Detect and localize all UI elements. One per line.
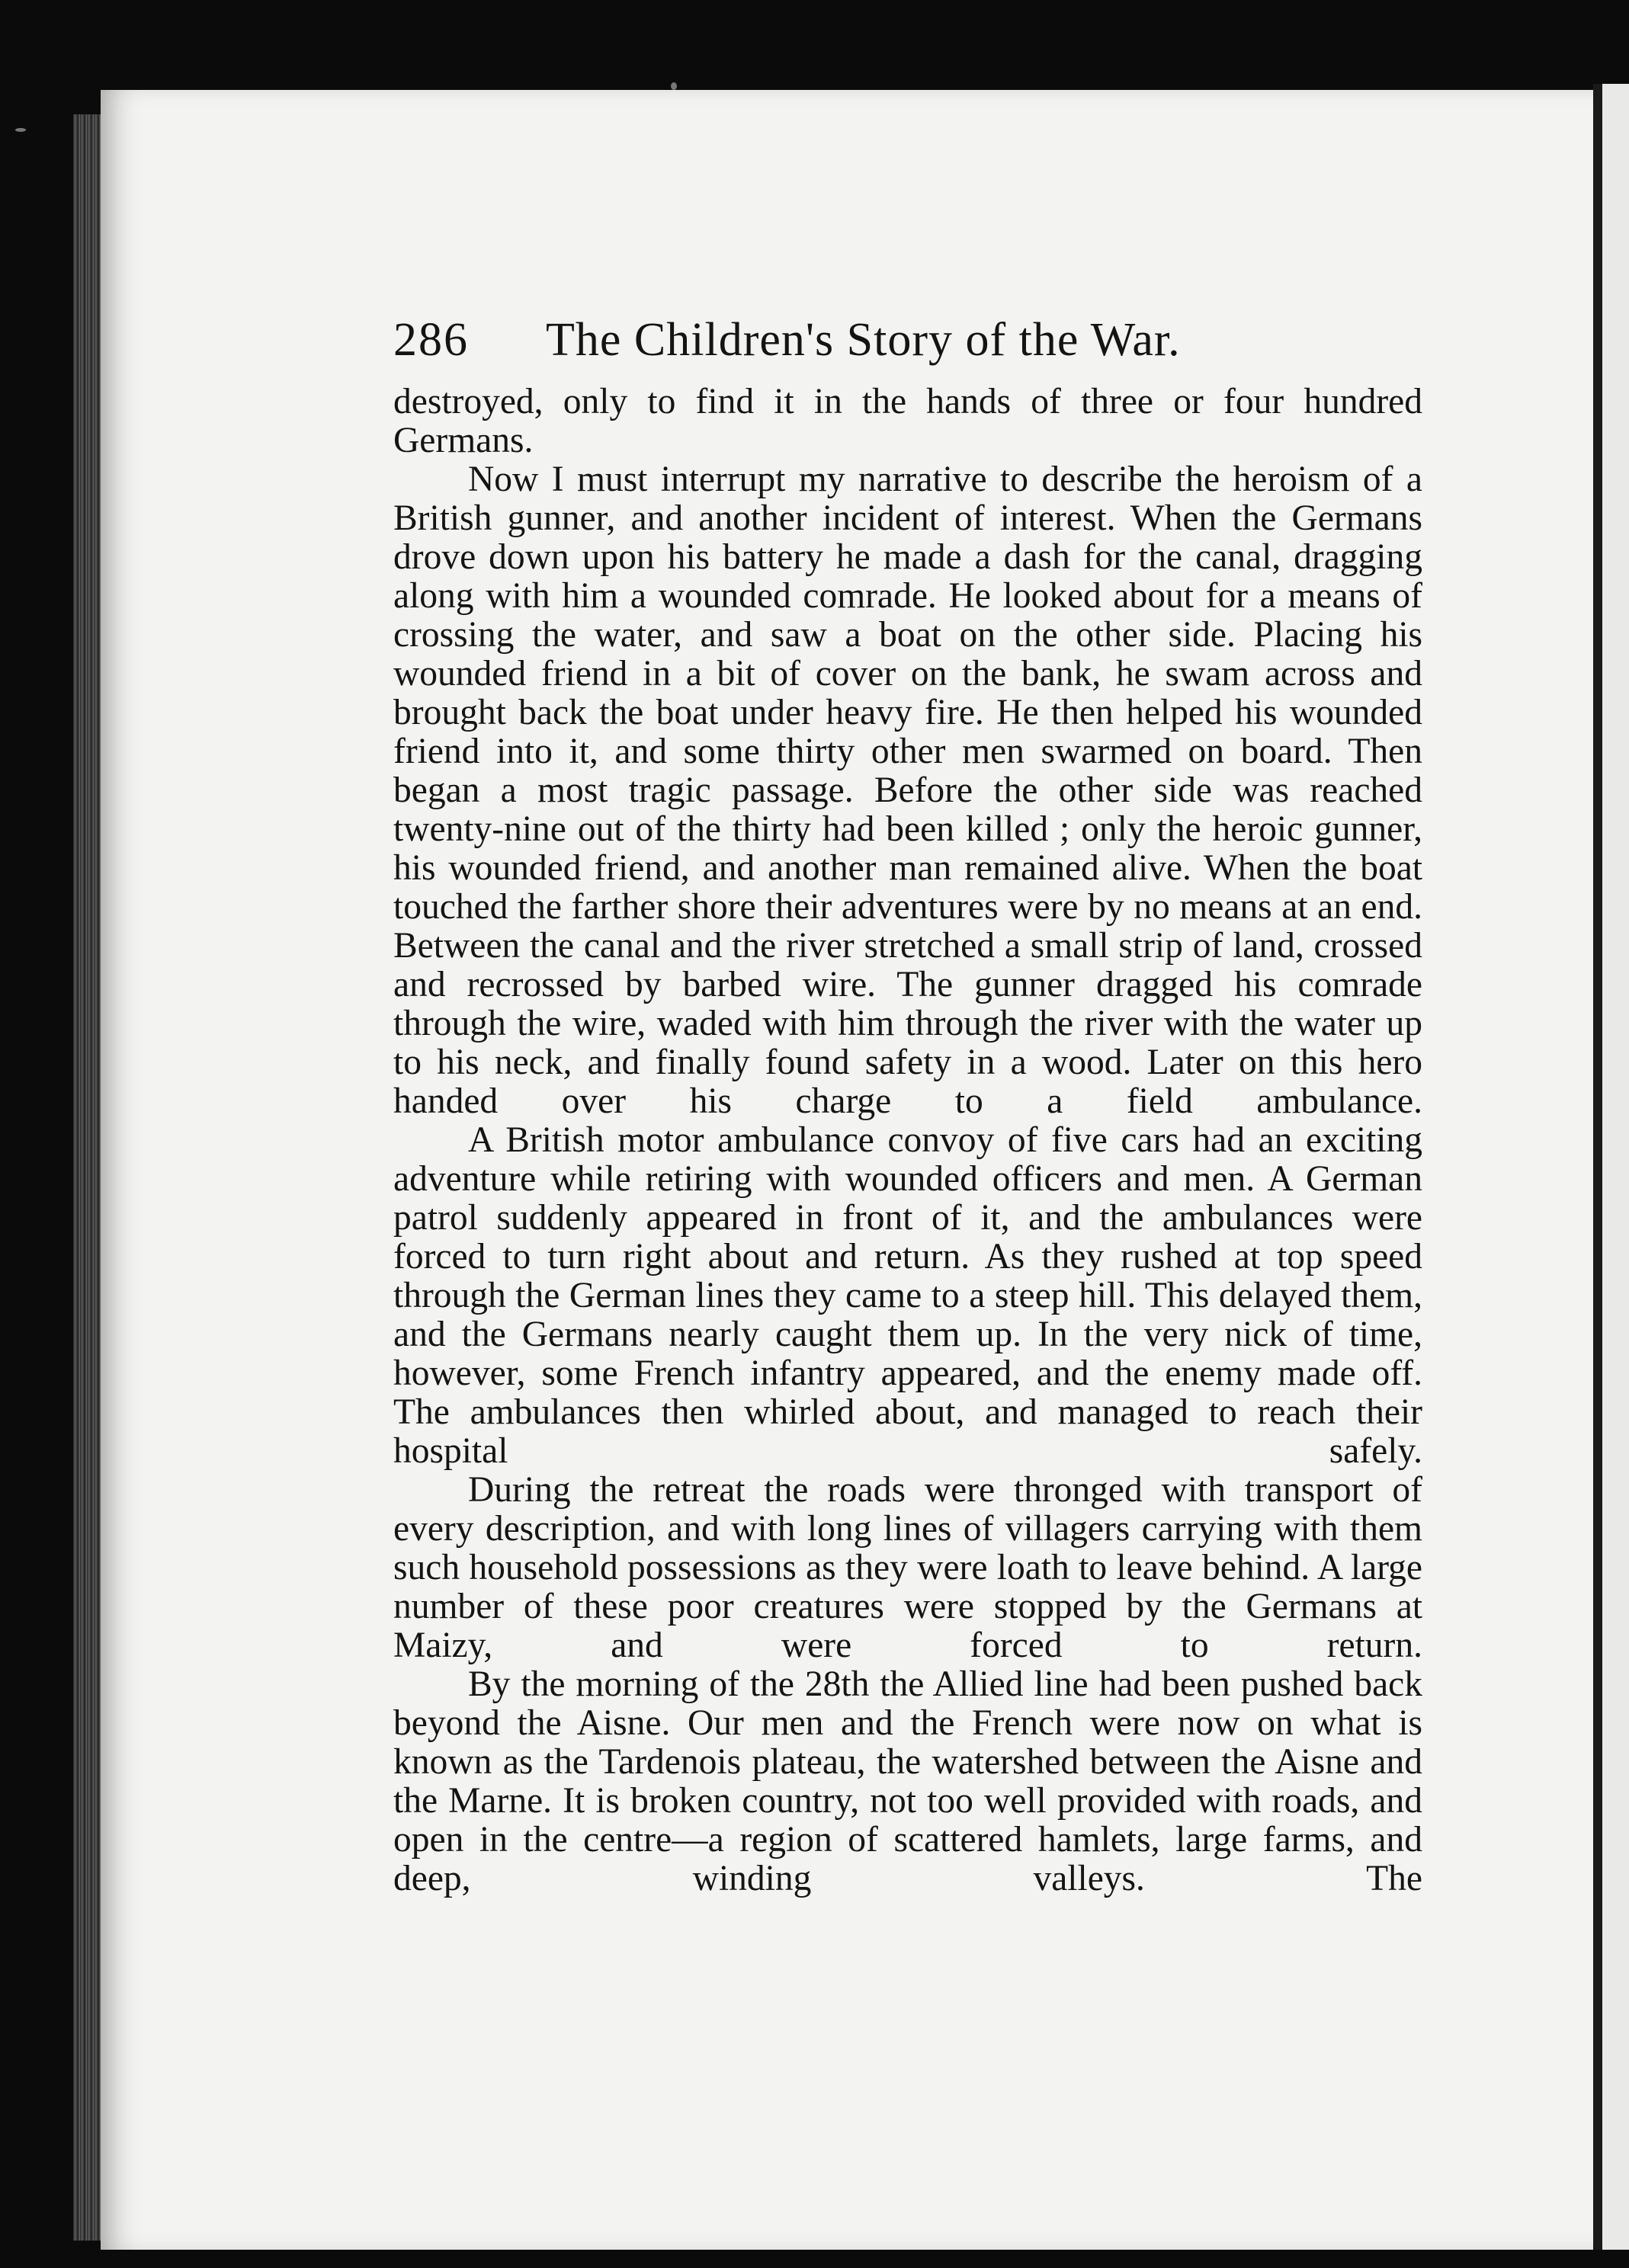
next-page-sliver xyxy=(1602,84,1629,2250)
scan-speck xyxy=(671,82,677,90)
book-binding xyxy=(73,114,101,2241)
page-text xyxy=(393,311,1422,1898)
scan-speck xyxy=(15,128,26,132)
running-head xyxy=(393,311,1422,369)
paragraph: Now I must interrupt my narrative to describe the heroism of a British gunner, and another incident of interest. When the Germans drove down upon his battery he made a dash for the canal, dragging along with him a wounded comrade. He looked about for a means of crossing the water, and saw a boat on the other side. Placing his wounded friend in a bit of cover on the bank, he swam across and brought back the boat under heavy fire. He then helped his wounded friend into it, and some thirty other men swarmed on board. Then began a most tragic passage. Before the other side was reached twenty-nine out of the thirty had been killed ; only the heroic gunner, his wounded friend, and another man remained alive. When the boat touched the farther shore their adventures were by no means at an end. Between the canal and the river stretched a small strip of land, crossed and recrossed by barbed wire. The gunner dragged his comrade through the wire, waded with him through the river with the water up to his neck, and finally found safety in a wood. Later on this hero handed over his charge to a field ambulance. xyxy=(393,460,1422,1121)
paragraph: destroyed, only to find it in the hands of three or four hundred Germans. xyxy=(393,382,1422,460)
paragraph: During the retreat the roads were thronged with transport of every description, and with long lines of villagers carrying with them such household possessions as they were loath to leave behind. A large number of these poor creatures were stopped by the Germans at Maizy, and were forced to return. xyxy=(393,1470,1422,1665)
body-text xyxy=(393,383,1422,1898)
page-edge-shadow xyxy=(1593,84,1602,2250)
page-number: 286 xyxy=(393,314,469,366)
book-title: The Children's Story of the War. xyxy=(546,314,1181,366)
paragraph: By the morning of the 28th the Allied line had been pushed back beyond the Aisne. Our men and the French were now on what is known as the Tardenois plateau, the watershed between the Aisne and the Marne. It is broken country, not too well provided with roads, and open in the centre—a region of scattered hamlets, large farms, and deep, winding valleys. The xyxy=(393,1664,1422,1898)
paragraph: A British motor ambulance convoy of five cars had an exciting adventure while retiring with wounded officers and men. A German patrol suddenly appeared in front of it, and the ambulances were forced to turn right about and return. As they rushed at top speed through the German lines they came to a steep hill. This delayed them, and the Germans nearly caught them up. In the very nick of time, however, some French infantry appeared, and the enemy made off. The ambulances then whirled about, and managed to reach their hospital safely. xyxy=(393,1120,1422,1471)
